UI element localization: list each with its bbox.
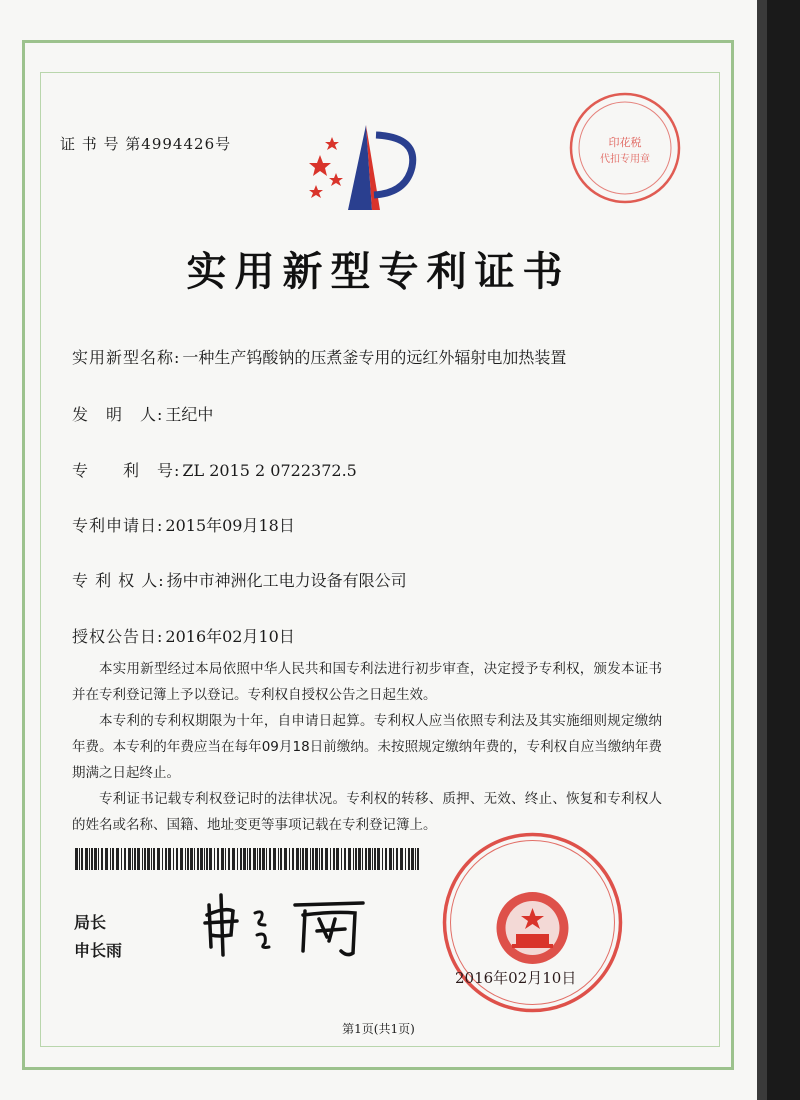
field-value: 扬中市神洲化工电力设备有限公司	[166, 571, 407, 590]
field-patent-number	[72, 458, 357, 481]
svg-text:代扣专用章: 代扣专用章	[600, 154, 650, 165]
body-paragraph-3: 专利证书记载专利权登记时的法律状况。专利权的转移、质押、无效、终止、恢复和专利权人的姓名或名称、国籍、地址变更等事项记载在专利登记簿上。	[72, 791, 662, 833]
field-application-date	[72, 513, 295, 536]
certificate-number: 证 书 号 第4994426号	[60, 135, 232, 153]
scan-edge	[757, 0, 800, 1100]
certificate-title: 实用新型专利证书	[186, 248, 571, 295]
signatory-name: 申长雨	[74, 941, 123, 960]
field-patentee	[72, 568, 407, 591]
sipo-emblem-icon	[300, 115, 430, 215]
field-value: 王纪中	[165, 405, 214, 424]
field-label: 专 利 权 人:	[72, 571, 165, 590]
certificate-body	[72, 656, 662, 838]
field-label: 专 利 号:	[72, 461, 181, 480]
field-value: 2015年09月18日	[165, 516, 295, 535]
handwritten-signature	[195, 885, 375, 965]
field-inventor	[72, 402, 213, 425]
field-utility-model-name	[72, 345, 566, 368]
national-emblem-icon	[497, 892, 569, 964]
field-label: 实用新型名称:	[72, 348, 181, 367]
field-value: ZL 2015 2 0722372.5	[182, 461, 357, 480]
svg-text:印花税: 印花税	[608, 136, 642, 149]
signatory-title: 局长	[74, 913, 107, 932]
body-paragraph-1: 本实用新型经过本局依照中华人民共和国专利法进行初步审查，决定授予专利权，颁发本证书并在专利登记簿上予以登记。专利权自授权公告之日起生效。	[72, 661, 662, 703]
field-label: 专利申请日:	[72, 516, 164, 535]
field-label: 授权公告日:	[72, 627, 164, 646]
field-value: 一种生产钨酸钠的压煮釜专用的远红外辐射电加热装置	[182, 348, 567, 367]
page-number: 第1页(共1页)	[342, 1022, 415, 1036]
field-value: 2016年02月10日	[165, 627, 295, 646]
field-announcement-date	[72, 624, 295, 647]
tax-seal-stamp	[565, 88, 685, 208]
body-paragraph-2: 本专利的专利权期限为十年，自申请日起算。专利权人应当依照专利法及其实施细则规定缴纳年费。本专利的年费应当在每年09月18日前缴纳。未按照规定缴纳年费的，专利权自应当缴纳年费期满之日起终止。	[72, 713, 662, 781]
field-label: 发 明 人:	[72, 405, 164, 424]
issue-date: 2016年02月10日	[455, 969, 577, 987]
barcode	[75, 848, 420, 870]
